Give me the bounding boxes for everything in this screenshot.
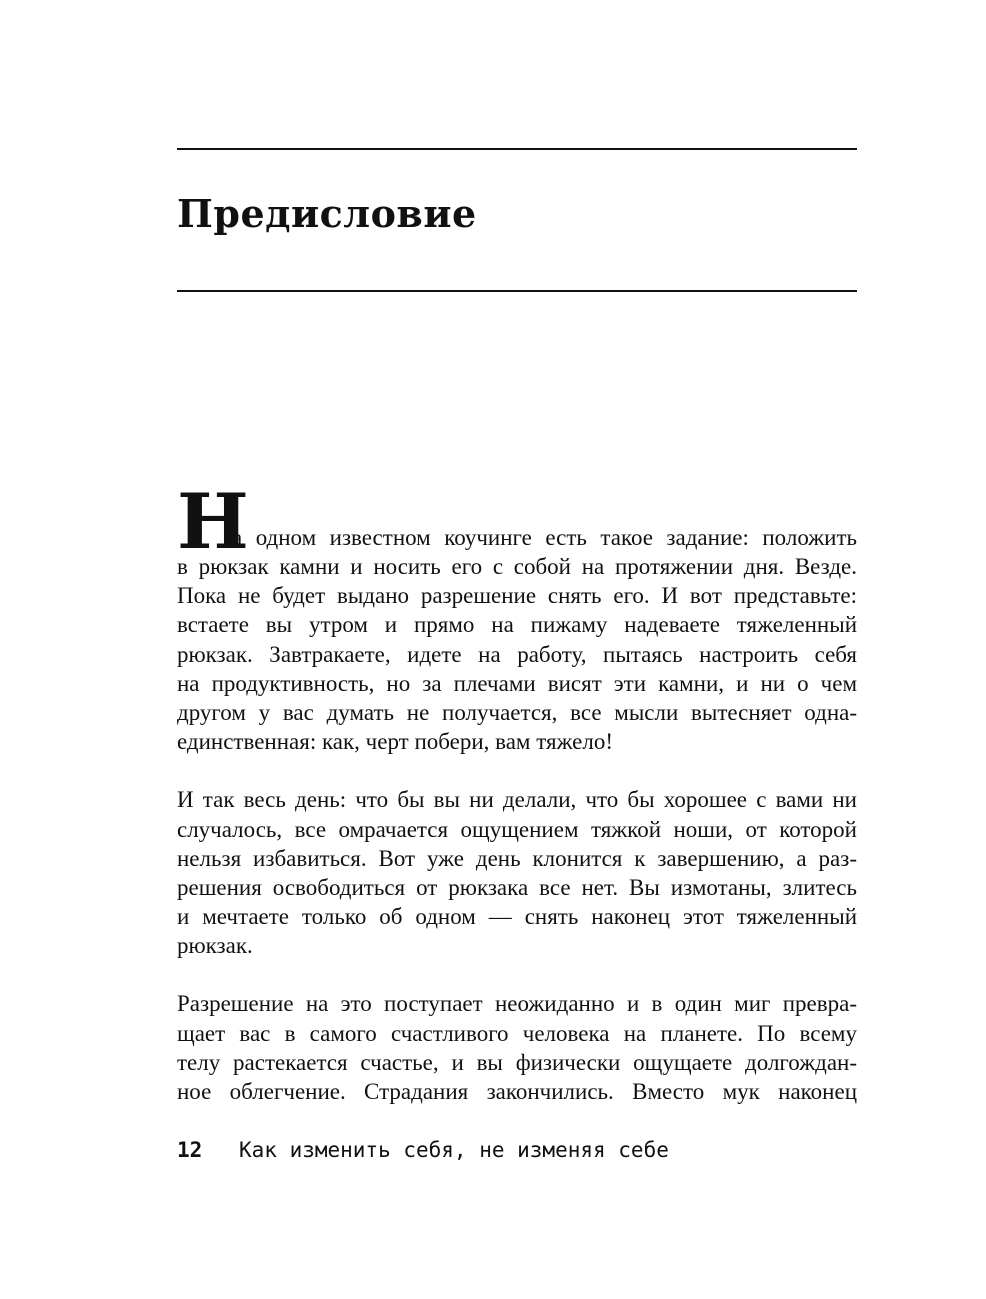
- chapter-title: Предисловие: [177, 191, 477, 236]
- text-line: единственная: как, черт побери, вам тяжело!: [177, 729, 614, 755]
- drop-cap: Н: [177, 477, 249, 566]
- text-line: и мечтаете только об одном — снять наконец этот тяжеленный: [177, 904, 857, 930]
- text-line: другом у вас думать не получается, все мысли вытесняет одна-: [177, 699, 857, 725]
- text-line: на продуктивность, но за плечами висят эти камни, и ни о чем: [177, 670, 857, 696]
- text-line: рюкзак. Завтракаете, идете на работу, пытаясь настроить себя: [177, 641, 857, 667]
- page-footer: [177, 1134, 669, 1166]
- paragraph-3: [177, 989, 857, 1106]
- chapter-bottom-rule: [177, 290, 857, 292]
- paragraph-1: [177, 552, 857, 1106]
- text-line: Разрешение на это поступает неожиданно и в один миг превра-: [177, 991, 857, 1017]
- paragraph-2: [177, 785, 857, 960]
- text-line: Пока не будет выдано разрешение снять его. И вот представьте:: [177, 583, 857, 609]
- text-line: решения освободиться от рюкзака все нет. Вы измотаны, злитесь: [177, 874, 857, 900]
- text-line: встаете вы утром и прямо на пижаму надеваете тяжеленный: [177, 612, 857, 638]
- text-line: рюкзак.: [177, 933, 253, 959]
- text-line: ное облегчение. Страдания закончились. Вместо мук наконец: [177, 1079, 857, 1104]
- text-line: щает вас в самого счастливого человека на планете. По всему: [177, 1020, 857, 1046]
- paragraph-1-first-line: а одном известном коучинге есть такое задание: положить: [232, 525, 857, 550]
- text-line: в рюкзак камни и носить его с собой на протяжении дня. Везде.: [177, 554, 857, 579]
- running-title: Как изменить себя, не изменяя себе: [239, 1138, 669, 1162]
- text-line: случалось, все омрачается ощущением тяжкой ноши, от которой: [177, 816, 857, 842]
- text-line: телу растекается счастье, и вы физически ощущаете долгождан-: [177, 1049, 857, 1075]
- chapter-top-rule: [177, 148, 857, 150]
- page-number: 12: [177, 1138, 203, 1162]
- text-line: И так весь день: что бы вы ни делали, что бы хорошее с вами ни: [177, 787, 857, 813]
- text-line: нельзя избавиться. Вот уже день клонится к завершению, а раз-: [177, 845, 857, 871]
